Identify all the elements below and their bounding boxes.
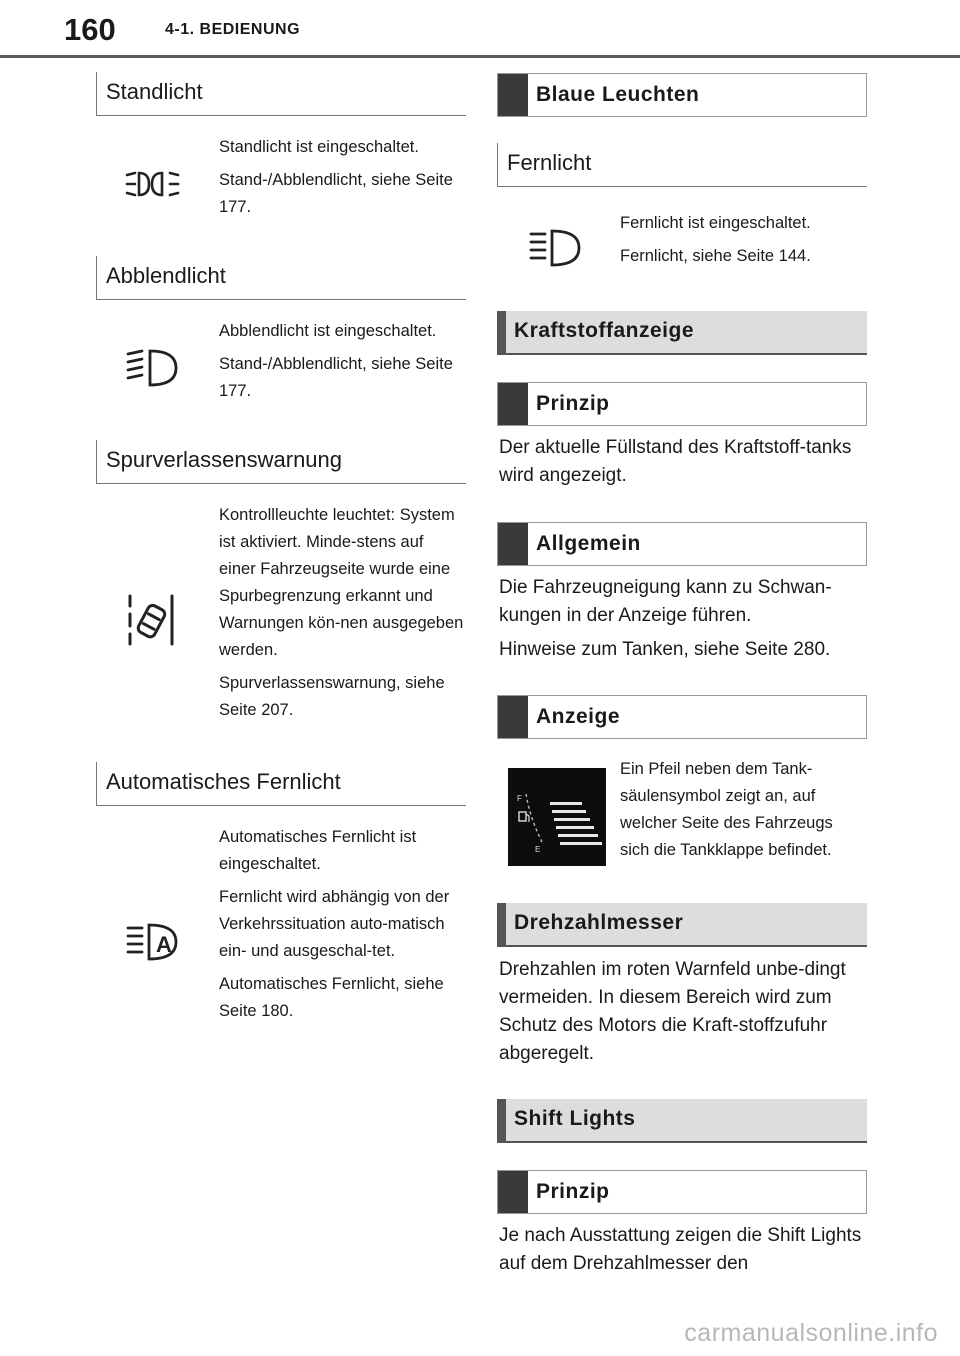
paragraph-kraftstoff-prinzip: Der aktuelle Füllstand des Kraftstoff-tanks wird angezeigt. (499, 437, 852, 486)
section-heading-automatisches-fernlicht: Automatisches Fernlicht (96, 762, 466, 806)
subheading-prinzip-shift: Prinzip (497, 1170, 867, 1214)
page-number: 160 (64, 12, 116, 47)
entry-reference: Spurverlassenswarnung, siehe Seite 207. (219, 674, 445, 719)
paragraph-drehzahlmesser: Drehzahlen im roten Warnfeld unbe-dingt vermeiden. In diesem Bereich wird zum Schutz des Motors die Kraft-stoffzufuhr abgeregelt. (499, 959, 846, 1064)
section-heading-spurverlassenswarnung: Spurverlassenswarnung (96, 440, 466, 484)
section-heading-blaue-leuchten: Blaue Leuchten (497, 73, 867, 117)
fuel-gauge-image (508, 768, 606, 866)
section-heading-standlicht: Standlicht (96, 72, 466, 116)
low-beam-icon (124, 348, 182, 388)
entry-text-detail: Fernlicht wird abhängig von der Verkehrssituation auto-matisch ein- und ausgeschal-tet. (219, 888, 450, 960)
entry-text: Fernlicht ist eingeschaltet. (620, 214, 811, 232)
auto-high-beam-icon (124, 922, 180, 962)
section-heading-drehzahlmesser: Drehzahlmesser (497, 903, 867, 947)
entry-reference: Stand-/Abblendlicht, siehe Seite 177. (219, 355, 453, 400)
high-beam-icon (525, 228, 581, 268)
parking-light-icon (124, 168, 182, 200)
subheading-anzeige: Anzeige (497, 695, 867, 739)
section-heading-shift-lights: Shift Lights (497, 1099, 867, 1143)
section-heading-kraftstoffanzeige: Kraftstoffanzeige (497, 311, 867, 355)
entry-reference: Stand-/Abblendlicht, siehe Seite 177. (219, 171, 453, 216)
paragraph-allgemein-1: Die Fahrzeugneigung kann zu Schwan-kungen in der Anzeige führen. (499, 577, 832, 626)
entry-reference: Automatisches Fernlicht, siehe Seite 180. (219, 975, 444, 1020)
subheading-prinzip: Prinzip (497, 382, 867, 426)
entry-text: Kontrollleuchte leuchtet: System ist aktiviert. Minde-stens auf einer Fahrzeugseite wurde eine Spurbegrenzung erkannt und Warnungen kön-nen ausgegeben werden. (219, 506, 464, 659)
chapter-title: 4-1. BEDIENUNG (165, 21, 301, 38)
entry-text: Abblendlicht ist eingeschaltet. (219, 322, 437, 340)
subheading-allgemein: Allgemein (497, 522, 867, 566)
paragraph-allgemein-2: Hinweise zum Tanken, siehe Seite 280. (499, 639, 831, 660)
entry-reference: Fernlicht, siehe Seite 144. (620, 247, 811, 265)
svg-text:A: A (156, 932, 172, 957)
section-heading-fernlicht: Fernlicht (497, 143, 867, 187)
entry-text: Ein Pfeil neben dem Tank-säulensymbol zeigt an, auf welcher Seite des Fahrzeugs sich die Tankklappe befindet. (620, 760, 833, 859)
gauge-full-label: F (517, 794, 522, 803)
page-header (0, 0, 960, 58)
gauge-empty-label: E (535, 845, 541, 854)
entry-text: Standlicht ist eingeschaltet. (219, 138, 419, 156)
watermark-text: carmanualsonline.info (684, 1319, 938, 1347)
lane-departure-icon (124, 594, 180, 646)
entry-text: Automatisches Fernlicht ist eingeschaltet. (219, 828, 417, 873)
paragraph-shift-lights: Je nach Ausstattung zeigen die Shift Lights auf dem Drehzahlmesser den (499, 1225, 862, 1274)
section-heading-abblendlicht: Abblendlicht (96, 256, 466, 300)
